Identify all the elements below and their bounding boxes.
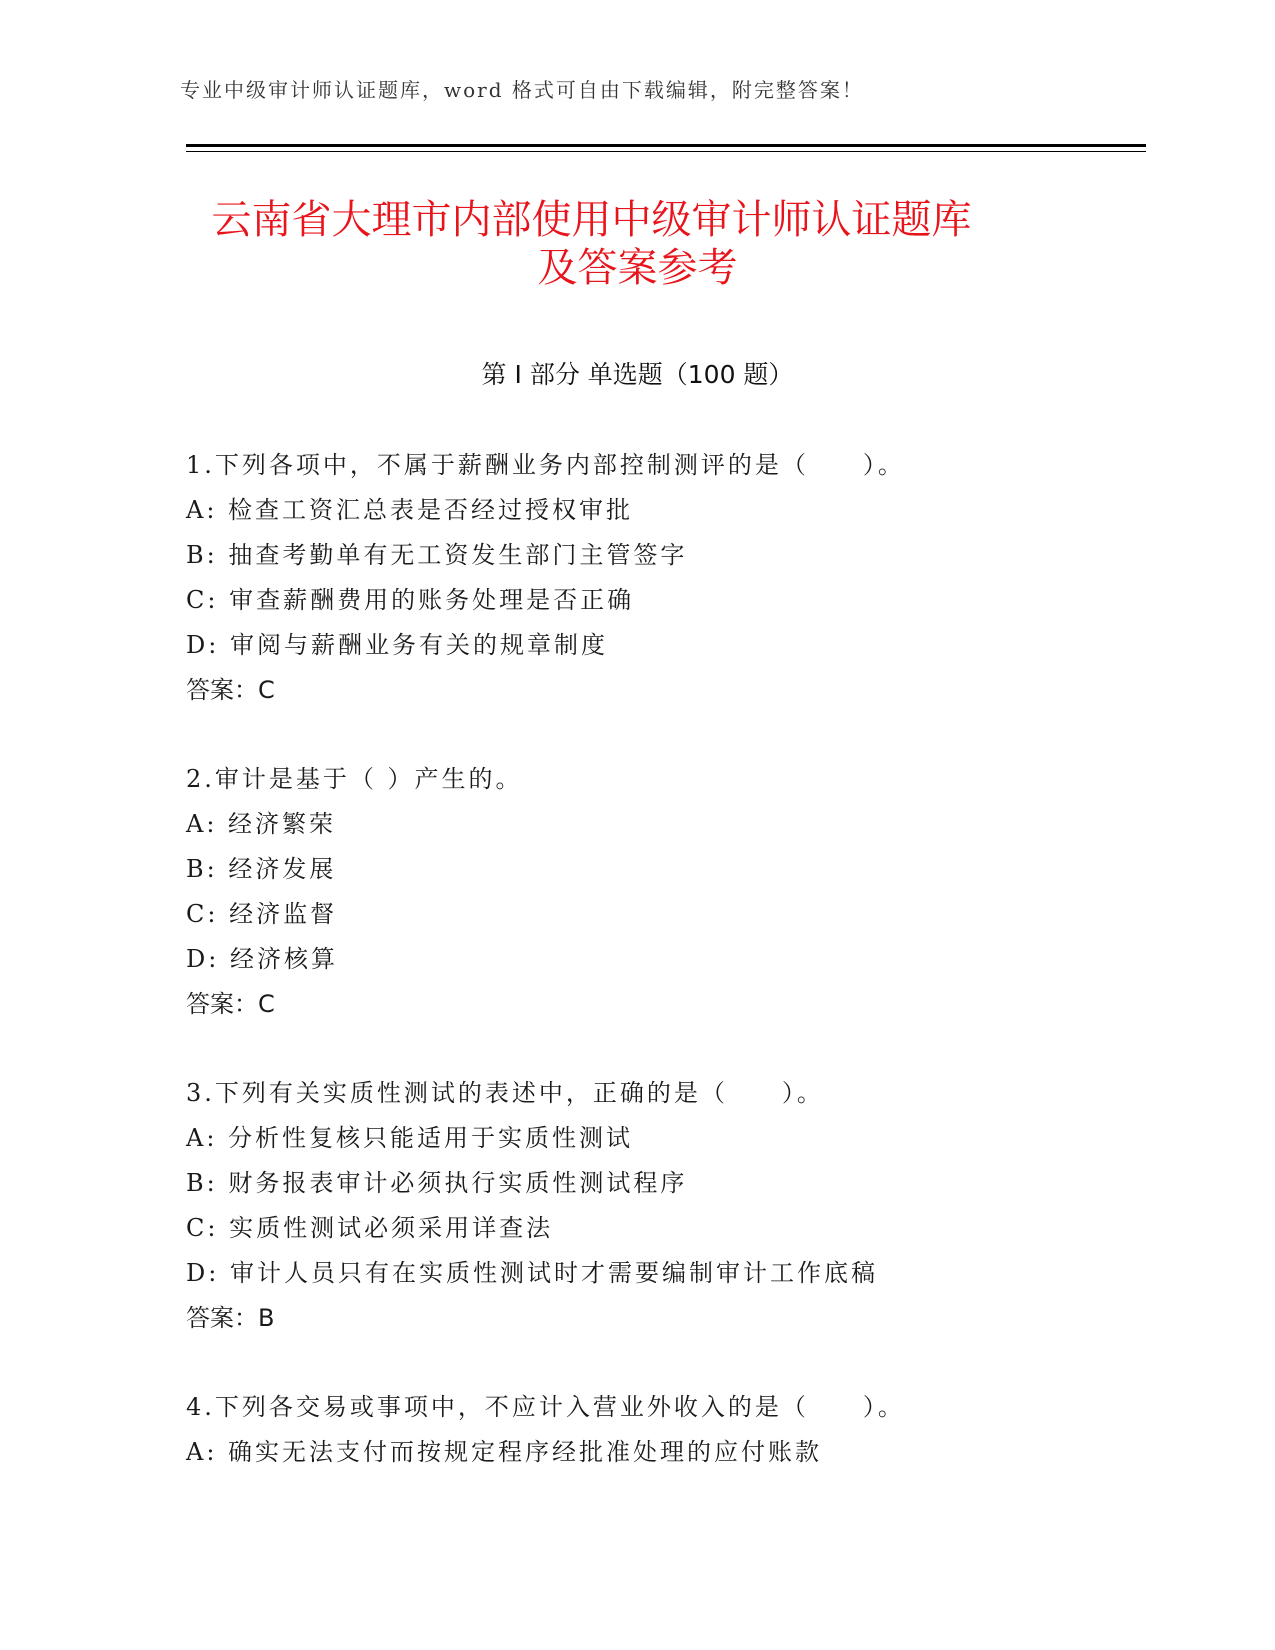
question-3 [186,1071,1166,1341]
header-note: 专业中级审计师认证题库，word 格式可自由下载编辑，附完整答案！ [180,78,864,102]
question-text: 4.下列各交易或事项中，不应计入营业外收入的是（ ）。 [186,1393,905,1421]
option-b: B: 抽查考勤单有无工资发生部门主管签字 [186,541,688,569]
option-c: C: 审查薪酬费用的账务处理是否正确 [186,586,635,614]
header-rule-thick [186,144,1146,147]
option-c: C: 经济监督 [186,900,338,928]
question-2 [186,757,1166,1027]
option-a: A: 检查工资汇总表是否经过授权审批 [186,496,634,524]
document-title-line-1: 云南省大理市内部使用中级审计师认证题库 [211,197,972,243]
answer: 答案：C [186,990,275,1018]
document-title-line-2: 及答案参考 [537,245,738,291]
option-d: D: 审阅与薪酬业务有关的规章制度 [186,631,608,659]
option-d: D: 审计人员只有在实质性测试时才需要编制审计工作底稿 [186,1259,878,1287]
answer: 答案：C [186,676,275,704]
option-c: C: 实质性测试必须采用详查法 [186,1214,554,1242]
option-a: A: 分析性复核只能适用于实质性测试 [186,1124,634,1152]
question-text: 1.下列各项中，不属于薪酬业务内部控制测评的是（ ）。 [186,451,905,479]
option-b: B: 财务报表审计必须执行实质性测试程序 [186,1169,688,1197]
question-1 [186,443,1166,713]
header-rule-thin [186,151,1146,152]
section-heading: 第 I 部分 单选题（100 题） [481,360,794,389]
question-text: 3.下列有关实质性测试的表述中，正确的是（ ）。 [186,1079,824,1107]
option-b: B: 经济发展 [186,855,337,883]
document-title [0,196,1275,292]
question-list [186,443,1166,1519]
option-d: D: 经济核算 [186,945,338,973]
answer: 答案：B [186,1304,275,1332]
question-text: 2.审计是基于（ ）产生的。 [186,765,523,793]
option-a: A: 经济繁荣 [186,810,337,838]
question-4 [186,1385,1166,1475]
option-a: A: 确实无法支付而按规定程序经批准处理的应付账款 [186,1438,823,1466]
